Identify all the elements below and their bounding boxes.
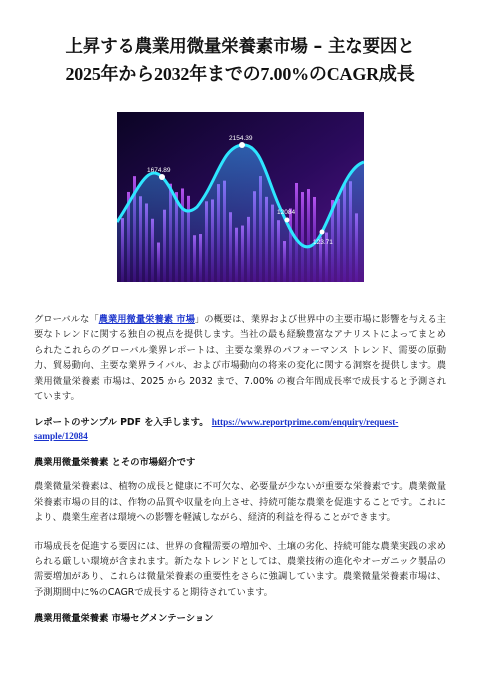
- hero-point-1: [159, 174, 165, 180]
- hero-label-1: 1674.89: [146, 167, 170, 174]
- intro-before: グローバルな「: [34, 314, 99, 325]
- title-line-2: 2025年から2032年までの7.00%のCAGR成長: [65, 64, 415, 84]
- hero-chart-graphic: [117, 112, 364, 282]
- sample-label: レポートのサンプル PDF を入手します。: [34, 417, 209, 429]
- intro-paragraph: [34, 312, 446, 404]
- hero-point-3: [284, 218, 289, 223]
- market-link[interactable]: 農業用微量栄養素 市場: [98, 314, 195, 325]
- section-heading-segmentation: 農業用微量栄養素 市場セグメンテーション: [34, 613, 214, 625]
- page-title: [34, 0, 446, 88]
- intro-after: 」の概要は、業界および世界中の主要市場に影響を与える主要なトレンドに関する独自の視点を提供します。当社の最も経験豊富なアナリストによってまとめられたこれらのグローバル業界レポートは、主要な業界のパフォーマンス トレンド、需要の原動力、貿易動向、主要な業界ライバル、および市場動向の将来の変化に関する洞察を提供します。農業用微量栄養素 市場は、2025 から 2032 まで、7.00% の複合年間成長率で成長すると予測されています。: [34, 314, 446, 403]
- hero-chart-image: [117, 112, 364, 282]
- paragraph-definition: 農業微量栄養素は、植物の成長と健康に不可欠な、必要量が少ないが重要な栄養素です。農業微量栄養素市場の目的は、作物の品質や収量を向上させ、持続可能な農業を促進することです。これにより、農業生産者は環境への影響を軽減しながら、経済的利益を得ることができます。: [34, 481, 446, 524]
- hero-point-2: [239, 142, 245, 148]
- hero-label-4: 123.71: [312, 239, 333, 246]
- hero-label-2: 2154.39: [228, 135, 252, 142]
- title-line-1: 上昇する農業用微量栄養素市場 – 主な要因と: [65, 37, 415, 57]
- sample-request-link[interactable]: https://www.reportprime.com/enquiry/request-sample/12084: [34, 418, 399, 443]
- hero-point-4: [319, 230, 324, 235]
- hero-label-3: 12084: [276, 209, 295, 216]
- sample-pdf-line: [34, 416, 446, 444]
- paragraph-drivers: 市場成長を促進する要因には、世界の食糧需要の増加や、土壌の劣化、持続可能な農業実践の求められる厳しい環境が含まれます。新たなトレンドとしては、農業技術の進化やオーガニック製品の需要増加があり、これらは微量栄養素の重要性をさらに強調しています。農業微量栄養素市場は、予測期間中に%のCAGRで成長すると期待されています。: [34, 540, 446, 598]
- section-heading-intro: 農業用微量栄養素 とその市場紹介です: [34, 457, 196, 469]
